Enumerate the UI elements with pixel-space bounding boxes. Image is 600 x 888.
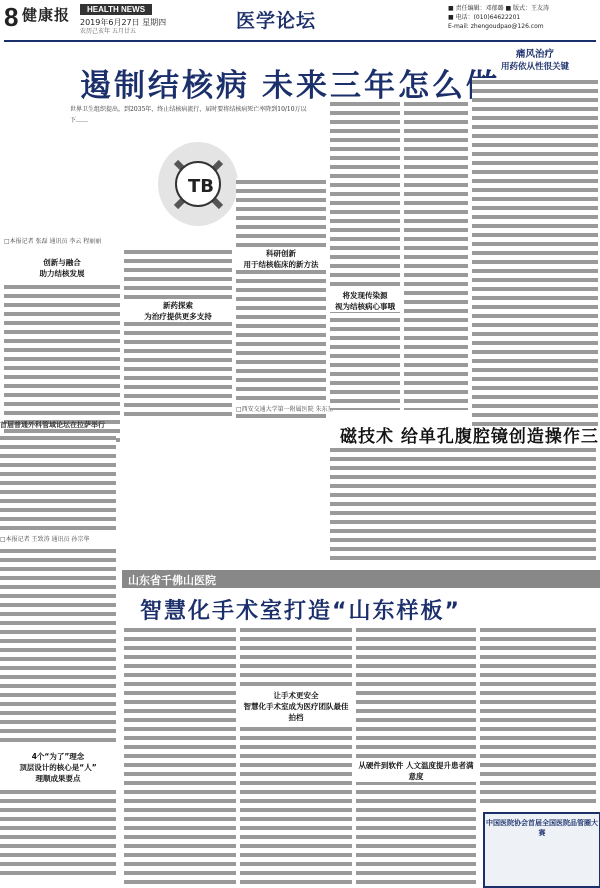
bottom-ad — [483, 812, 600, 888]
sd-subhead-1: 让手术更安全 — [240, 690, 352, 701]
mid2-subhead: 新药探索 — [124, 300, 232, 311]
shandong-banner-text: 山东省千佛山医院 — [128, 574, 216, 587]
magnet-tech-headline: 磁技术 给单孔腹腔镜创造操作三角 — [340, 427, 599, 472]
newspaper-name: 健康报 — [22, 6, 71, 24]
sd-col2 — [240, 626, 352, 884]
col5-body — [404, 100, 468, 410]
masthead — [0, 0, 600, 42]
tb-label: TB — [188, 176, 214, 197]
main-headline-part2: 未来三年怎么做 — [262, 68, 500, 104]
col3-subheads — [236, 248, 326, 270]
mid-byline: □西安交通大学第一附属医院 朱东星 — [236, 404, 356, 413]
health-news-badge: HEALTH NEWS — [80, 4, 152, 15]
story3-subhead-3: 理顺成果要点 — [35, 774, 81, 783]
main-headline-part1: 遏制结核病 — [80, 68, 250, 104]
col4-body — [330, 100, 400, 410]
intro-text: 世界卫生组织提出，到2035年，终止结核病流行，届时要将结核病死亡率降到10/10万以下…… — [70, 106, 307, 124]
story3-body-2 — [0, 788, 116, 878]
sidebar-title: 痛风治疗 — [515, 49, 554, 60]
col2-subheads — [124, 300, 232, 322]
left-body — [4, 283, 120, 443]
editor-info — [448, 4, 549, 31]
mid-subhead: 科研创新 — [236, 248, 326, 259]
story2-body — [0, 434, 116, 532]
right-subhead-2: 视为结核病心事哦 — [330, 301, 400, 312]
sd-subhead-block-2 — [356, 760, 476, 782]
col2-body — [124, 248, 232, 416]
story3-subhead-2: 顶层设计的核心是“人” — [19, 763, 97, 772]
sidebar-story — [472, 46, 598, 428]
left-story — [4, 236, 120, 443]
mid2-subhead-2: 为治疗提供更多支持 — [124, 311, 232, 322]
right-subhead: 将发现传染源 — [330, 290, 400, 301]
left-subhead: 创新与融合 — [43, 258, 81, 267]
sidebar-subtitle: 用药依从性很关键 — [500, 62, 569, 72]
left-story-2 — [0, 420, 116, 878]
mid-subhead-2: 用于结核临床的新方法 — [236, 259, 326, 270]
sd-col3 — [356, 626, 476, 884]
sd-subhead-3: 从硬件到软件 人文温度提升患者满意度 — [356, 760, 476, 782]
page-number: 8 — [4, 2, 19, 32]
sd-subhead-2: 智慧化手术室成为医疗团队最佳拍档 — [240, 701, 352, 723]
story2-byline: □本报记者 王致涛 通讯员 孙宗华 — [0, 536, 90, 543]
section-title: 医学论坛 — [236, 10, 317, 32]
phone-line: ■ 电话：(010)64622201 — [448, 14, 521, 21]
story3-body — [0, 547, 116, 747]
col3-body — [236, 178, 326, 418]
story3-subhead: 4个“为了”理念 — [31, 752, 85, 761]
left-subhead-2: 助力结核发展 — [39, 269, 85, 278]
shandong-headline: 智慧化手术室打造“山东样板” — [140, 599, 461, 624]
sd-subhead-block — [240, 690, 352, 723]
issue-date: 2019年6月27日 星期四 — [80, 18, 167, 27]
sd-col4 — [480, 626, 596, 808]
left-byline: □本报记者 张磊 通讯员 李云 程丽丽 — [4, 238, 102, 245]
sidebar-body — [472, 78, 598, 428]
sd-col1 — [124, 626, 236, 884]
email-line: E-mail: zhengoudpao@126.com — [448, 23, 544, 30]
col4-subheads — [330, 290, 400, 312]
lunar-date: 农历己亥年 五月廿五 — [80, 28, 136, 35]
ad-text: 中国医院协会首届全国医院品管圈大赛 — [486, 819, 598, 837]
shandong-banner — [122, 570, 600, 588]
story2-headline: 首届普通外科管域论坛在拉萨举行 — [0, 421, 105, 429]
magnet-tech-body — [330, 446, 596, 564]
editor-line: ■ 责任编辑：邓郁璐 ■ 版式：王友涛 — [448, 5, 550, 12]
masthead-rule — [4, 40, 596, 42]
